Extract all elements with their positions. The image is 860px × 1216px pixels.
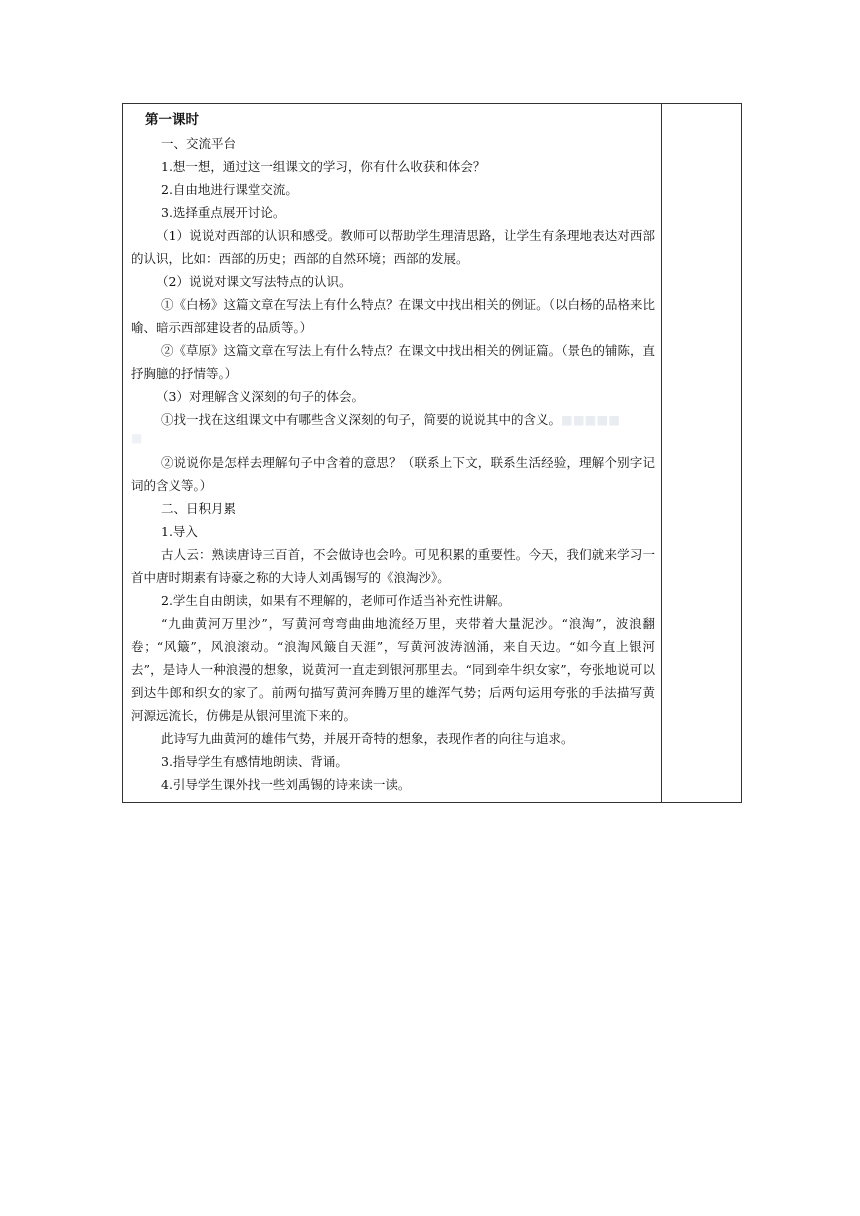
paragraph-find-sentences	[131, 408, 655, 431]
paragraph-writing-features: （2）说说对课文写法特点的认识。	[156, 274, 352, 289]
lesson-plan-table	[122, 103, 742, 803]
paragraph-focus: 3.选择重点展开讨论。	[161, 205, 286, 220]
paragraph-think: 1.想一想，通过这一组课文的学习，你有什么收获和体会？	[161, 159, 486, 174]
notes-cell	[662, 104, 742, 803]
paragraph-poem-summary: 此诗写九曲黄河的雄伟气势，并展开奇特的想象，表现作者的向往与追求。	[161, 731, 574, 746]
lesson-content-cell	[123, 104, 662, 803]
watermark-mark-second-line: ■	[131, 431, 143, 445]
paragraph-find-sentences-text: ①找一找在这组课文中有哪些含义深刻的句子，简要的说说其中的含义。	[161, 412, 562, 427]
paragraph-caoyuan: ②《草原》这篇文章在写法上有什么特点？在课文中找出相关的例证篇。（景色的铺陈，直抒胸臆的抒情等。）	[131, 343, 655, 381]
paragraph-baiyang: ①《白杨》这篇文章在写法上有什么特点？在课文中找出相关的例证。（以白杨的品格来比喻、暗示西部建设者的品质等。）	[131, 297, 655, 335]
paragraph-intro: 1.导入	[161, 524, 198, 539]
paragraph-recite: 3.指导学生有感情地朗读、背诵。	[161, 754, 348, 769]
paragraph-understand: ②说说你是怎样去理解句子中含着的意思？（联系上下文，联系生活经验，理解个别字记词的含义等。）	[131, 455, 655, 493]
section-heading-accumulate: 二、日积月累	[161, 501, 237, 516]
paragraph-read-aloud: 2.学生自由朗读，如果有不理解的，老师可作适当补充性讲解。	[161, 593, 511, 608]
paragraph-poem-explanation: “九曲黄河万里沙”，写黄河弯弯曲曲地流经万里，夹带着大量泥沙。“浪淘”，波浪翻卷；“风簸”，风浪滚动。“浪淘风簸自天涯”，写黄河波涛汹涌，来自天边。“如今直上银河去”，是诗人一种浪漫的想象，说黄河一直走到银河那里去。“同到牵牛织女家”，夸张地说可以到达牛郎和织女的家了。前两句描写黄河奔腾万里的雄浑气势；后两句运用夸张的手法描写黄河源远流长，仿佛是从银河里流下来的。	[131, 616, 655, 723]
paragraph-ancients: 古人云：熟读唐诗三百首，不会做诗也会吟。可见积累的重要性。今天，我们就来学习一首中唐时期素有诗豪之称的大诗人刘禹锡写的《浪淘沙》。	[131, 547, 655, 585]
watermark-mark: ■■■■■	[561, 412, 621, 427]
paragraph-discuss: 2.自由地进行课堂交流。	[161, 182, 298, 197]
paragraph-west-feelings: （1）说说对西部的认识和感受。教师可以帮助学生理清思路，让学生有条理地表达对西部的认识，比如：西部的历史；西部的自然环境；西部的发展。	[131, 228, 655, 266]
section-heading-exchange: 一、交流平台	[161, 136, 237, 151]
paragraph-deep-sentences: （3）对理解含义深刻的句子的体会。	[156, 389, 364, 404]
lesson-content	[123, 104, 661, 796]
table-row	[123, 104, 742, 803]
lesson-title: 第一课时	[145, 112, 199, 128]
paragraph-extra-reading: 4.引导学生课外找一些刘禹锡的诗来读一读。	[161, 777, 411, 792]
